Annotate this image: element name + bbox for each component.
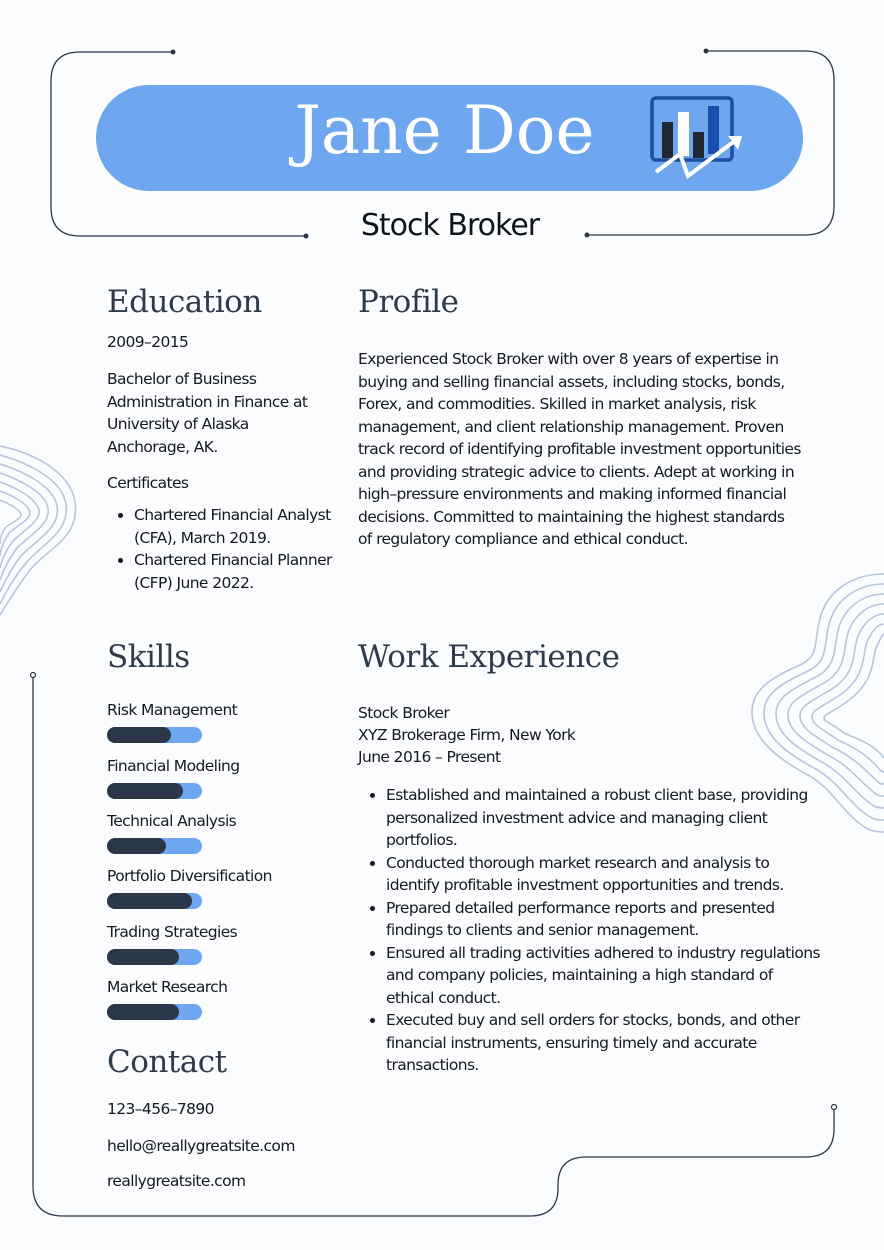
education-years: 2009–2015 — [107, 333, 189, 351]
skill-bar — [107, 893, 202, 909]
skill-item — [107, 977, 317, 997]
education-heading: Education — [107, 284, 262, 320]
list-item: • Established and maintained a robust client base, providing personalized investment advice and managing client portfolios. — [386, 784, 824, 852]
list-item: • Prepared detailed performance reports and presented findings to clients and senior management. — [386, 897, 824, 942]
skill-bar — [107, 1004, 202, 1020]
skill-bar-fill — [107, 838, 166, 854]
job-dates: June 2016 – Present — [358, 748, 501, 766]
skill-item — [107, 922, 317, 942]
skill-bar — [107, 838, 202, 854]
skill-bar-fill — [107, 1004, 179, 1020]
skill-item — [107, 756, 317, 776]
skill-item — [107, 811, 317, 831]
skill-item — [107, 700, 317, 720]
skill-label: Financial Modeling — [107, 757, 240, 775]
profile-heading: Profile — [358, 284, 459, 320]
contact-website[interactable]: reallygreatsite.com — [107, 1172, 246, 1190]
list-item: • Conducted thorough market research and analysis to identify profitable investment opportunities and trends. — [386, 852, 824, 897]
education-degree: Bachelor of Business Administration in Finance at University of Alaska Anchorage, AK. — [107, 370, 308, 456]
job-company: XYZ Brokerage Firm, New York — [358, 726, 576, 744]
skill-label: Technical Analysis — [107, 812, 237, 830]
skill-bar — [107, 783, 202, 799]
contact-phone: 123–456–7890 — [107, 1100, 214, 1118]
skill-bar-fill — [107, 783, 183, 799]
job-role: Stock Broker — [360, 208, 540, 243]
skill-label: Market Research — [107, 978, 228, 996]
skill-bar — [107, 727, 202, 743]
job-position: Stock Broker — [358, 704, 450, 722]
skill-bar-fill — [107, 949, 179, 965]
wave-pattern-left — [0, 446, 76, 615]
certificates-list — [106, 504, 346, 594]
skill-label: Portfolio Diversification — [107, 867, 272, 885]
list-item: • Executed buy and sell orders for stocks, bonds, and other financial instruments, ensuring timely and accurate transactions. — [386, 1009, 824, 1077]
list-item: • Chartered Financial Planner (CFP) June 2022. — [134, 549, 346, 594]
bar-chart-growth-icon — [650, 96, 746, 180]
list-item: • Chartered Financial Analyst (CFA), March 2019. — [134, 504, 346, 549]
contact-heading: Contact — [107, 1044, 227, 1080]
skill-label: Trading Strategies — [107, 923, 238, 941]
work-experience-heading: Work Experience — [358, 639, 620, 675]
work-bullets — [358, 784, 824, 1077]
contact-email[interactable]: hello@reallygreatsite.com — [107, 1137, 295, 1155]
skill-bar-fill — [107, 893, 192, 909]
skills-heading: Skills — [107, 639, 190, 675]
skill-label: Risk Management — [107, 701, 238, 719]
list-item: • Ensured all trading activities adhered to industry regulations and company policies, maintaining a high standard of ethical conduct. — [386, 942, 824, 1010]
profile-text: Experienced Stock Broker with over 8 years of expertise in buying and selling financial assets, including stocks, bonds, Forex, and commodities. Skilled in market analysis, risk management, and client relationship management. Proven track record of identifying profitable investment opportunities and providing strategic advice to clients. Adept at working in high–pressure environments and making informed financial decisions. Committed to maintaining the highest standards of regulatory compliance and ethical conduct. — [358, 350, 801, 548]
skill-item — [107, 866, 317, 886]
skill-bar-fill — [107, 727, 171, 743]
certificates-label: Certificates — [107, 474, 189, 492]
candidate-name: Jane Doe — [294, 92, 595, 169]
skill-bar — [107, 949, 202, 965]
